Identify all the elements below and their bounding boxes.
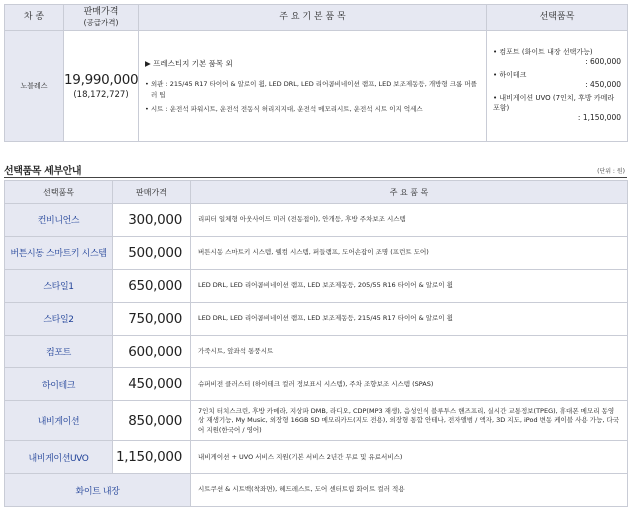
option-detail-table xyxy=(4,180,628,507)
option-price: 650,000 xyxy=(113,269,191,302)
trim-price: 19,990,000 xyxy=(64,72,139,88)
basic-item: • 외관 : 215/45 R17 타이어 & 알로이 휠, LED DRL, LED 리어콤비네이션 램프, LED 보조제동등, 개방형 크롬 머플러 팁 xyxy=(145,79,477,99)
basic-items-title: ▶ 프레스티지 기본 품목 외 xyxy=(145,58,233,68)
option-description: 내비게이션 + UVO 서비스 지원(기본 서비스 2년간 무료 및 유료서비스) xyxy=(191,441,628,474)
trim-supply-price: (18,172,727) xyxy=(73,90,129,100)
table-row xyxy=(5,368,628,401)
option-description: LED DRL, LED 리어콤비네이션 램프, LED 보조제동등, 215/45 R17 타이어 & 알로이 휠 xyxy=(191,302,628,335)
basic-item: • 시트 : 운전석 파워시트, 운전석 전동식 허리지지대, 운전석 메모리시트, 운전석 시트 이지 억세스 xyxy=(145,104,423,113)
option-name: 내비게이션UVO xyxy=(5,441,113,474)
trim-name: 노블레스 xyxy=(5,31,64,142)
table-row xyxy=(5,335,628,368)
header-price-sub: (공급가격) xyxy=(83,18,119,27)
basic-items-cell xyxy=(139,31,487,142)
option-description: 버튼시동 스마트키 시스템, 웰컴 시스템, 퍼들램프, 도어손잡이 조명 (프런트 도어) xyxy=(191,236,628,269)
option-price: 600,000 xyxy=(113,335,191,368)
header-price-label: 판매가격 xyxy=(83,7,119,17)
option-description: LED DRL, LED 리어콤비네이션 램프, LED 보조제동등, 205/55 R16 타이어 & 알로이 휠 xyxy=(191,269,628,302)
option-price: 300,000 xyxy=(113,204,191,237)
option-description: 가죽시트, 앞좌석 통풍시트 xyxy=(191,335,628,368)
table-row xyxy=(5,441,628,474)
header-basic-items: 주 요 기 본 품 목 xyxy=(139,5,487,31)
header-option-name: 선택품목 xyxy=(5,181,113,204)
trim-spec-table xyxy=(4,4,628,142)
option-price: 1,150,000 xyxy=(113,441,191,474)
option-name: 스타일1 xyxy=(5,269,113,302)
option-price: : 1,150,000 xyxy=(577,112,621,122)
table-row xyxy=(5,204,628,237)
option-description: 시트쿠션 & 시트백(착좌면), 헤드레스트, 도어 센터트림 화이트 컬러 적용 xyxy=(191,474,628,507)
header-trim: 차 종 xyxy=(5,5,64,31)
option-description: 리피터 일체형 아웃사이드 미러 (전동접이), 안개등, 후방 주차보조 시스템 xyxy=(191,204,628,237)
table-row xyxy=(5,236,628,269)
trim-spec-header-row xyxy=(5,5,628,31)
option-name: 하이테크 xyxy=(5,368,113,401)
header-options: 선택품목 xyxy=(487,5,628,31)
trim-spec-row xyxy=(5,31,628,142)
section-divider xyxy=(4,177,627,178)
detail-header-row xyxy=(5,181,628,204)
option-description: 7인치 터치스크린, 후방 카메라, 지상파 DMB, 라디오, CDP(MP3 재생), 음성인식 블루투스 핸즈프리, 실시간 교통정보(TPEG), 휴대폰 메모리 동영상 재생기능, My Music, 외장형 16GB SD 메모리카드(지도 전용), 외장형 통합 안테나, 전자앨범 / 액자, 3D 지도, iPod 변동 케이블 사용 가능, 다국어 지원(한국어 / 영어) xyxy=(191,401,628,441)
option-description: 슈퍼비전 클러스터 (하이테크 컬러 정보표시 시스템), 주차 조향보조 시스템 (SPAS) xyxy=(191,368,628,401)
table-row xyxy=(5,302,628,335)
option-name: 컴포트 xyxy=(5,335,113,368)
option-name: 화이트 내장 xyxy=(5,474,191,507)
options-cell xyxy=(487,31,628,142)
section-title: 선택품목 세부안내 xyxy=(4,166,82,177)
option-price: 850,000 xyxy=(113,401,191,441)
option-price: : 450,000 xyxy=(585,79,621,89)
option-name: 컨비니언스 xyxy=(5,204,113,237)
table-row xyxy=(5,474,628,507)
option-label: • 내비게이션 UVO (7인치, 후방 카메라 포함) xyxy=(493,93,615,112)
table-row xyxy=(5,269,628,302)
option-name: 버튼시동 스마트키 시스템 xyxy=(5,236,113,269)
option-price: : 600,000 xyxy=(585,56,621,66)
table-row xyxy=(5,401,628,441)
option-label: • 컴포트 (화이트 내장 선택가능) xyxy=(493,47,593,56)
option-price: 500,000 xyxy=(113,236,191,269)
header-option-items: 주 요 품 목 xyxy=(191,181,628,204)
unit-note: (단위 : 원) xyxy=(597,168,625,175)
option-price: 450,000 xyxy=(113,368,191,401)
header-option-price: 판매가격 xyxy=(113,181,191,204)
trim-price-cell xyxy=(64,31,139,142)
option-price: 750,000 xyxy=(113,302,191,335)
option-label: • 하이테크 xyxy=(493,70,527,79)
option-name: 스타일2 xyxy=(5,302,113,335)
option-name: 내비게이션 xyxy=(5,401,113,441)
header-price xyxy=(64,5,139,31)
